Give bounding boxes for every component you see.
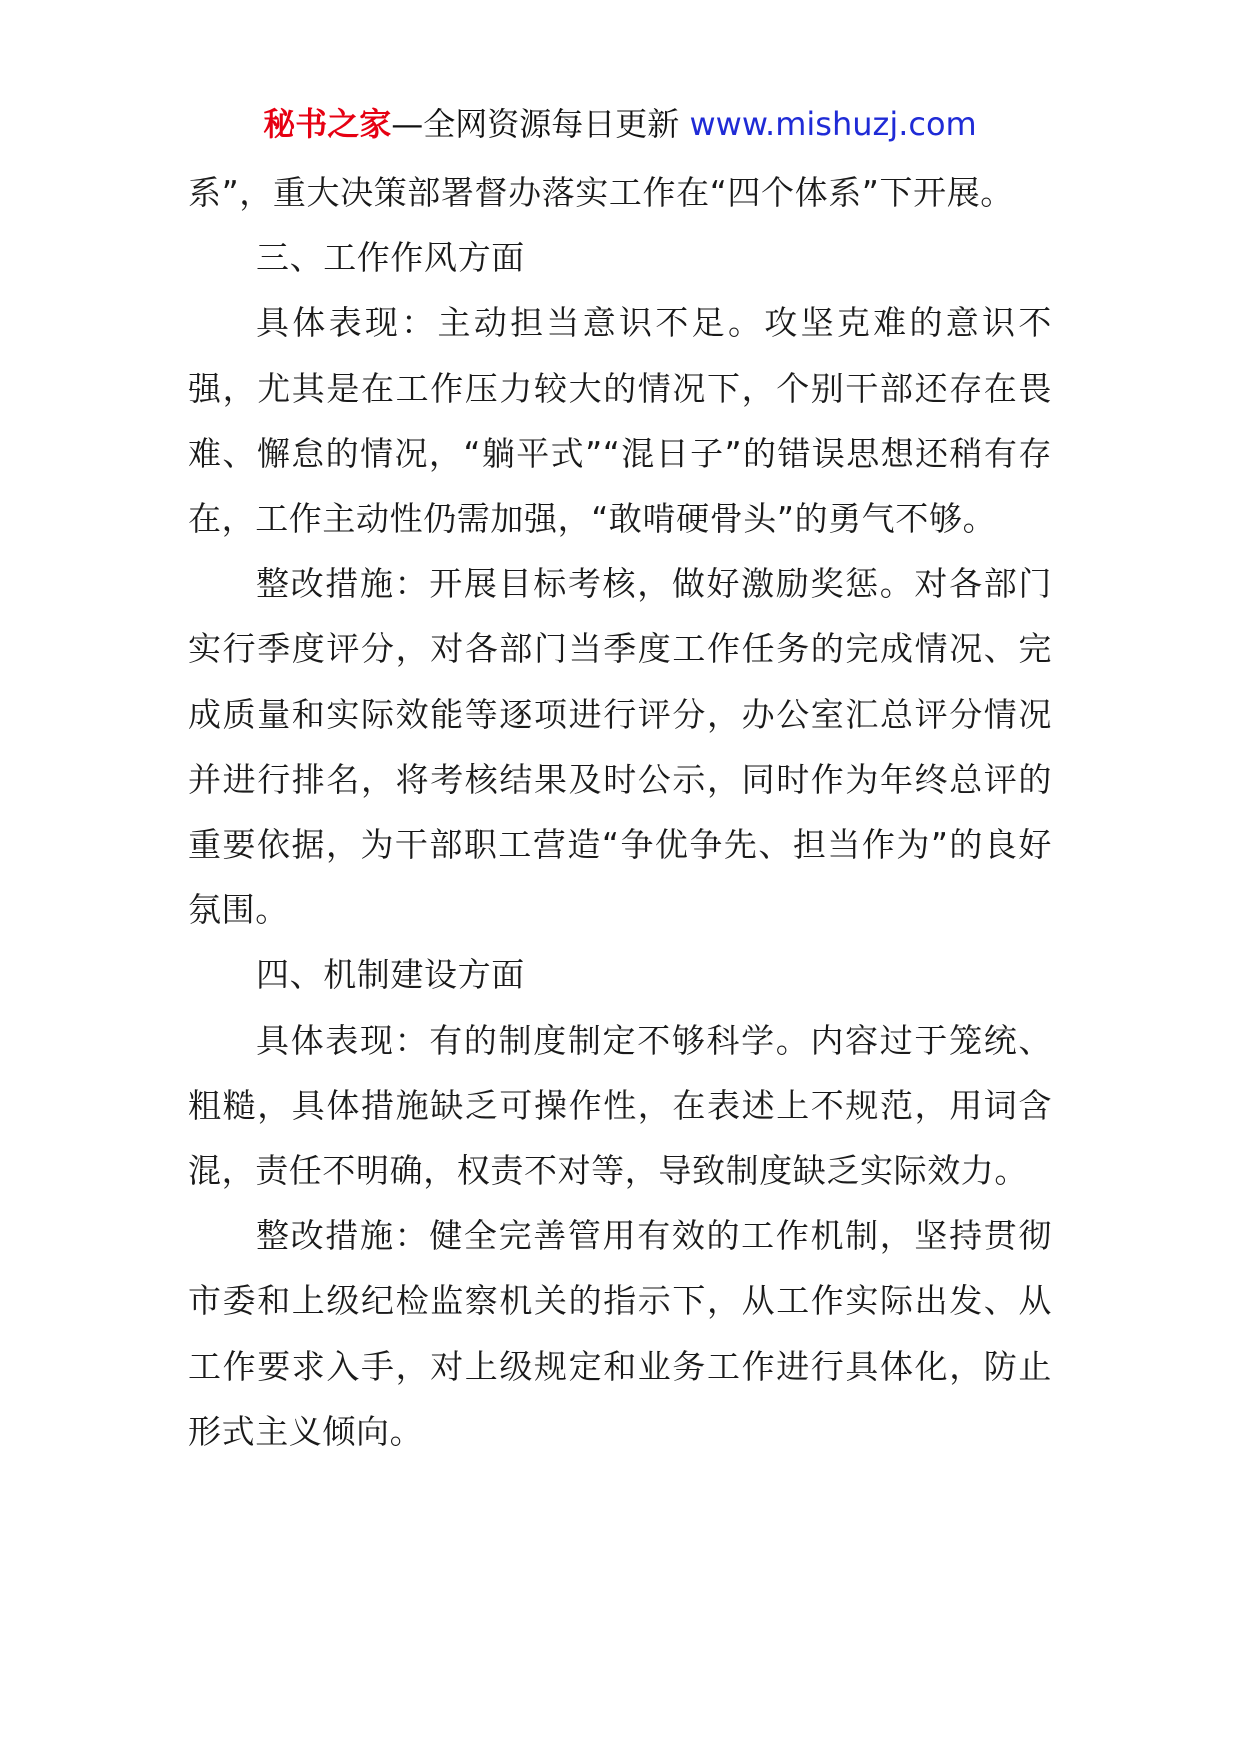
paragraph-work-style-issue: 具体表现：主动担当意识不足。攻坚克难的意识不强，尤其是在工作压力较大的情况下，个别干部还存在畏难、懈怠的情况，“躺平式”“混日子”的错误思想还稍有存在，工作主动性仍需加强，“敢啃硬骨头”的勇气不够。 (188, 303, 1052, 539)
site-url[interactable]: www.mishuzj.com (689, 105, 977, 143)
site-header (0, 100, 1240, 148)
paragraph-work-style-measure: 整改措施：开展目标考核，做好激励奖惩。对各部门实行季度评分，对各部门当季度工作任务的完成情况、完成质量和实际效能等逐项进行评分，办公室汇总评分情况并进行排名，将考核结果及时公示，同时作为年终总评的重要依据，为干部职工营造“争优争先、担当作为”的良好氛围。 (188, 564, 1052, 930)
paragraph-mechanism-issue: 具体表现：有的制度制定不够科学。内容过于笼统、粗糙，具体措施缺乏可操作性，在表述上不规范，用词含混，责任不明确，权责不对等，导致制度缺乏实际效力。 (188, 1020, 1052, 1191)
brand-name: 秘书之家 (263, 105, 392, 143)
paragraph-mechanism-measure: 整改措施：健全完善管用有效的工作机制，坚持贯彻市委和上级纪检监察机关的指示下，从工作实际出发、从工作要求入手，对上级规定和业务工作进行具体化，防止形式主义倾向。 (188, 1216, 1052, 1451)
document-body (188, 160, 1052, 1464)
section-heading-mechanism: 四、机制建设方面 (256, 955, 525, 995)
paragraph-continuation: 系”，重大决策部署督办落实工作在“四个体系”下开展。 (188, 173, 1014, 212)
header-slogan: —全网资源每日更新 (391, 105, 680, 143)
section-heading-work-style: 三、工作作风方面 (256, 238, 525, 278)
